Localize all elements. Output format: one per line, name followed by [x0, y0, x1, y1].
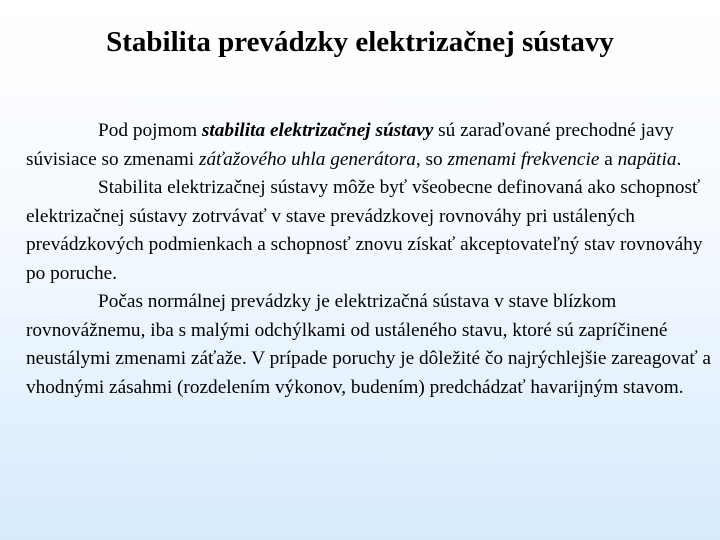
- paragraph-definition: [26, 117, 718, 174]
- term-zmeny-frekvencie: zmenami frekvencie: [447, 148, 600, 170]
- paragraph-normal-operation: Počas normálnej prevádzky je elektrizačná sústava v stave blízkom rovnovážnemu, iba s malými odchýlkami od ustáleného stavu, ktoré sú zapríčinené neustálymi zmenami záťaže. V prípade poruchy je dôležité čo najrýchlejšie zareagovať a vhodnými zásahmi (rozdelením výkonov, budením) predchádzať havarijným stavom.: [26, 291, 711, 398]
- term-napatie: napätia: [617, 148, 677, 170]
- paragraph-1-text-5: .: [676, 148, 682, 170]
- slide-title: Stabilita prevádzky elektrizačnej sústavy: [106, 26, 614, 58]
- term-stabilita-elektrizacnej-sustavy: stabilita elektrizačnej sústavy: [201, 120, 434, 141]
- paragraph-1-text-1: Pod pojmom: [98, 120, 202, 141]
- paragraph-1-text-3: , so: [415, 148, 448, 170]
- term-zatazovy-uhol: záťažového uhla generátora: [198, 148, 416, 170]
- paragraph-1-text-4: a: [599, 148, 618, 170]
- paragraph-1-text-2: sú zaraďované prechodné javy súvisiace so zmenami: [26, 120, 674, 170]
- slide-body: [26, 117, 718, 402]
- paragraph-general-definition: Stabilita elektrizačnej sústavy môže byť všeobecne definovaná ako schopnosť elektrizačnej sústavy zotrvávať v stave prevádzkovej rovnováhy pri ustálených prevádzkových podmienkach a schopnosť znovu získať akceptovateľný stav rovnováhy po poruche.: [26, 177, 703, 284]
